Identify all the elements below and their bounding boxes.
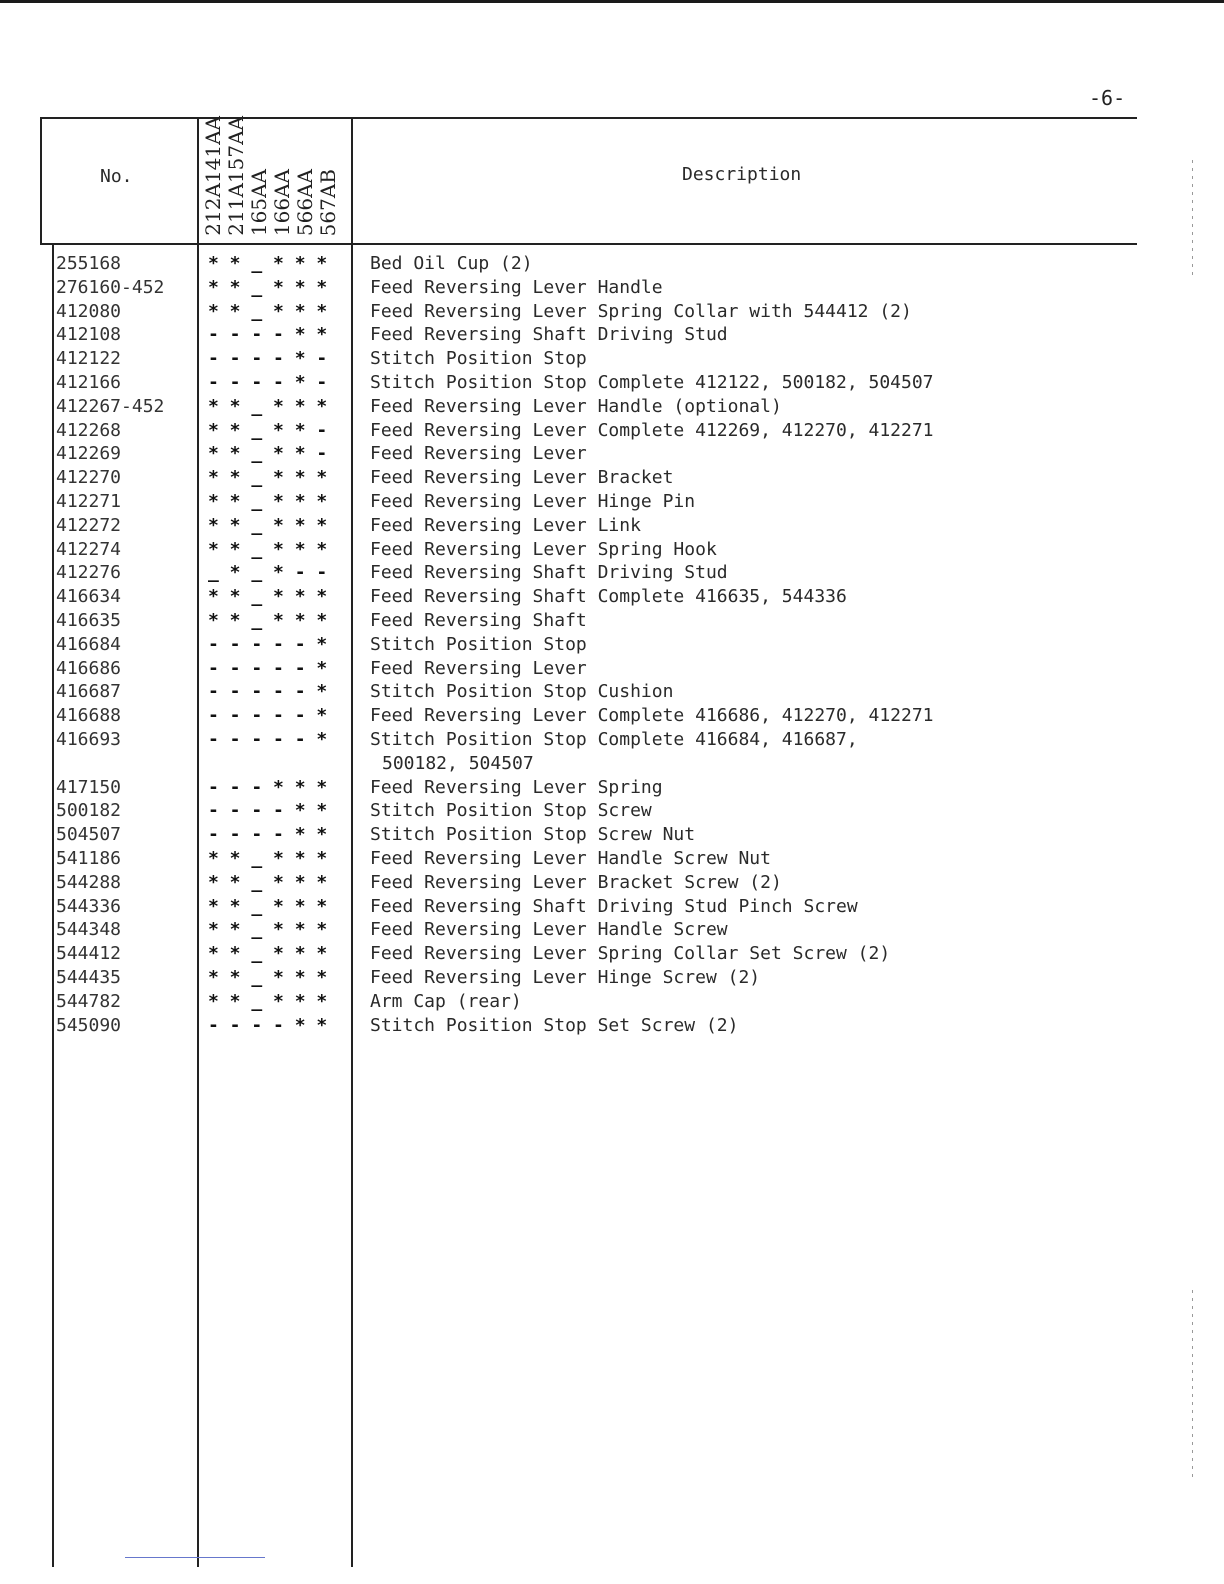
part-description: Feed Reversing Lever Hinge Screw (2) <box>370 966 761 988</box>
part-description: Feed Reversing Lever Handle Screw <box>370 919 728 941</box>
model-applicability: - - - - - * <box>208 633 328 655</box>
part-number: 416684 <box>56 633 122 655</box>
part-description: Stitch Position Stop Set Screw (2) <box>370 1014 739 1036</box>
part-description: Feed Reversing Lever Bracket Screw (2) <box>370 871 782 893</box>
part-number: 545090 <box>56 1014 122 1036</box>
table-row <box>0 918 1224 942</box>
model-applicability: * * _ * * * <box>208 990 328 1012</box>
part-number: 544782 <box>56 990 122 1012</box>
part-number: 412276 <box>56 562 122 584</box>
column-header-description: Description <box>682 164 802 185</box>
model-header: 166AA <box>270 168 294 236</box>
part-number: 544336 <box>56 895 122 917</box>
margin-mark <box>125 1557 265 1558</box>
part-description: Feed Reversing Shaft Driving Stud <box>370 562 728 584</box>
model-applicability: - - - - * * <box>208 824 328 846</box>
table-row <box>0 252 1224 276</box>
part-description: Stitch Position Stop Screw Nut <box>370 824 696 846</box>
table-row <box>0 799 1224 823</box>
model-applicability: * * _ * * * <box>208 943 328 965</box>
table-row <box>0 395 1224 419</box>
part-description: Feed Reversing Shaft Driving Stud <box>370 324 728 346</box>
part-number: 416686 <box>56 657 122 679</box>
page-number: -6- <box>1089 86 1126 110</box>
model-applicability: - - - - * * <box>208 324 328 346</box>
part-number: 416634 <box>56 586 122 608</box>
table-row <box>0 823 1224 847</box>
part-description: Feed Reversing Lever <box>370 443 587 465</box>
model-applicability: - - - - * - <box>208 348 328 370</box>
model-applicability: - - - - - * <box>208 657 328 679</box>
part-number: 544412 <box>56 943 122 965</box>
part-number: 276160-452 <box>56 276 165 298</box>
table-row <box>0 466 1224 490</box>
part-number: 412274 <box>56 538 122 560</box>
table-row <box>0 538 1224 562</box>
table-row <box>0 728 1224 752</box>
model-applicability: - - - - - * <box>208 728 328 750</box>
part-description: Stitch Position Stop Cushion <box>370 681 674 703</box>
part-number: 412270 <box>56 467 122 489</box>
model-applicability: - - - - * - <box>208 371 328 393</box>
part-number: 500182 <box>56 800 122 822</box>
table-row <box>0 490 1224 514</box>
part-number: 412272 <box>56 514 122 536</box>
description-continuation: 500182, 504507 <box>382 752 534 774</box>
table-row <box>0 371 1224 395</box>
model-applicability: * * _ * * * <box>208 895 328 917</box>
table-row <box>0 704 1224 728</box>
part-description: Feed Reversing Lever Bracket <box>370 467 674 489</box>
table-row <box>0 561 1224 585</box>
part-number: 412122 <box>56 348 122 370</box>
model-applicability: * * _ * * * <box>208 538 328 560</box>
part-number: 412269 <box>56 443 122 465</box>
model-applicability: _ * _ * - - <box>208 562 328 584</box>
part-number: 544435 <box>56 966 122 988</box>
model-applicability: * * _ * * * <box>208 395 328 417</box>
table-row <box>0 609 1224 633</box>
part-description: Feed Reversing Lever Hinge Pin <box>370 490 696 512</box>
part-number: 412268 <box>56 419 122 441</box>
part-number: 417150 <box>56 776 122 798</box>
table-row <box>0 300 1224 324</box>
model-applicability: * * _ * * - <box>208 443 328 465</box>
part-number: 412108 <box>56 324 122 346</box>
header-bottom-rule <box>40 243 1137 245</box>
model-applicability: - - - - * * <box>208 1014 328 1036</box>
part-number: 412267-452 <box>56 395 165 417</box>
table-row <box>0 990 1224 1014</box>
part-description: Feed Reversing Lever Spring Collar Set Screw (2) <box>370 943 891 965</box>
table-row <box>0 680 1224 704</box>
model-applicability: * * _ * * * <box>208 276 328 298</box>
part-description: Stitch Position Stop Complete 412122, 500182, 504507 <box>370 371 934 393</box>
part-description: Arm Cap (rear) <box>370 990 522 1012</box>
part-description: Feed Reversing Shaft Driving Stud Pinch Screw <box>370 895 858 917</box>
part-description: Stitch Position Stop Screw <box>370 800 652 822</box>
part-description: Stitch Position Stop <box>370 633 587 655</box>
model-applicability: * * _ * * * <box>208 253 328 274</box>
model-applicability: * * _ * * * <box>208 300 328 322</box>
part-description: Bed Oil Cup (2) <box>370 253 533 274</box>
table-row <box>0 657 1224 681</box>
part-number: 412166 <box>56 371 122 393</box>
table-row <box>0 442 1224 466</box>
part-number: 416635 <box>56 609 122 631</box>
parts-table-body <box>0 252 1224 1037</box>
part-number: 416687 <box>56 681 122 703</box>
model-header: 211A157AA <box>224 116 248 236</box>
left-outer-rule <box>40 119 42 245</box>
part-description: Feed Reversing Lever Complete 416686, 412270, 412271 <box>370 705 934 727</box>
part-number: 416688 <box>56 705 122 727</box>
table-row <box>0 966 1224 990</box>
part-number: 541186 <box>56 847 122 869</box>
model-header: 566AA <box>293 168 317 236</box>
part-description: Feed Reversing Lever Spring Collar with 544412 (2) <box>370 300 912 322</box>
table-row <box>0 419 1224 443</box>
table-row <box>0 585 1224 609</box>
table-row <box>0 942 1224 966</box>
page-top-edge <box>0 0 1224 3</box>
table-row <box>0 347 1224 371</box>
part-description: Feed Reversing Lever Handle <box>370 276 663 298</box>
model-applicability: - - - - * * <box>208 800 328 822</box>
part-description: Feed Reversing Lever <box>370 657 587 679</box>
model-applicability: * * _ * * * <box>208 847 328 869</box>
table-row <box>0 895 1224 919</box>
model-applicability: * * _ * * * <box>208 467 328 489</box>
table-row <box>0 633 1224 657</box>
part-number: 412271 <box>56 490 122 512</box>
part-description: Feed Reversing Lever Handle (optional) <box>370 395 782 417</box>
model-applicability: * * _ * * * <box>208 919 328 941</box>
model-header: 165AA <box>247 168 271 236</box>
model-applicability: * * _ * * - <box>208 419 328 441</box>
edge-dots <box>1192 160 1193 280</box>
part-number: 412080 <box>56 300 122 322</box>
table-row <box>0 323 1224 347</box>
part-description: Stitch Position Stop Complete 416684, 416687, <box>370 728 858 750</box>
part-description: Feed Reversing Lever Handle Screw Nut <box>370 847 771 869</box>
model-applicability: * * _ * * * <box>208 966 328 988</box>
part-number: 544288 <box>56 871 122 893</box>
part-number: 504507 <box>56 824 122 846</box>
part-number: 416693 <box>56 728 122 750</box>
table-row <box>0 776 1224 800</box>
part-number: 544348 <box>56 919 122 941</box>
part-description: Feed Reversing Lever Link <box>370 514 641 536</box>
table-row <box>0 514 1224 538</box>
model-header: 212A141AA <box>201 116 225 236</box>
edge-dots <box>1192 1290 1193 1480</box>
model-applicability: - - - - - * <box>208 705 328 727</box>
part-description: Feed Reversing Lever Spring <box>370 776 663 798</box>
part-description: Feed Reversing Lever Complete 412269, 412270, 412271 <box>370 419 934 441</box>
part-description: Feed Reversing Shaft Complete 416635, 544336 <box>370 586 847 608</box>
table-row <box>0 871 1224 895</box>
part-description: Stitch Position Stop <box>370 348 587 370</box>
table-row <box>0 276 1224 300</box>
model-applicability: * * _ * * * <box>208 514 328 536</box>
table-row <box>0 847 1224 871</box>
model-applicability: - - - * * * <box>208 776 328 798</box>
model-applicability: * * _ * * * <box>208 586 328 608</box>
table-row <box>0 1014 1224 1038</box>
model-applicability: - - - - - * <box>208 681 328 703</box>
part-number: 255168 <box>56 253 122 274</box>
column-header-no: No. <box>100 166 133 187</box>
part-description: Feed Reversing Lever Spring Hook <box>370 538 717 560</box>
model-header: 567AB <box>316 168 340 236</box>
model-column-headers <box>201 116 340 236</box>
model-applicability: * * _ * * * <box>208 490 328 512</box>
part-description: Feed Reversing Shaft <box>370 609 587 631</box>
model-applicability: * * _ * * * <box>208 609 328 631</box>
table-row <box>0 752 1224 776</box>
model-applicability: * * _ * * * <box>208 871 328 893</box>
